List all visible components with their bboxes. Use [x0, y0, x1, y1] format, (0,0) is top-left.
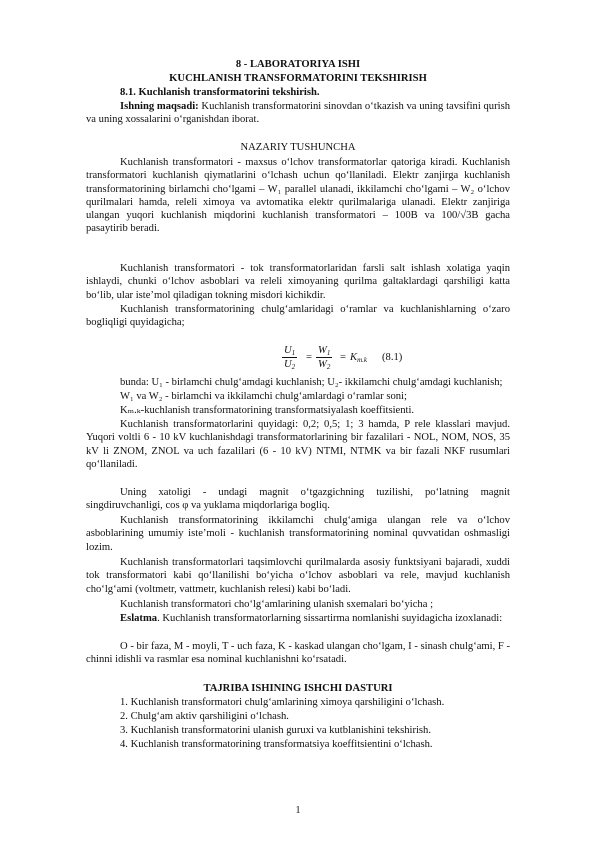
program-item-3: 3. Kuchlanish transformatorini ulanish guruxi va kutblanishini tekshirish.	[120, 725, 431, 736]
paragraph-6: Kuchlanish transformatorining ikkilamchi chulg‘amiga ulangan rele va o‘lchov asboblarining umumiy iste’moli - kuchlanish transformatorining nominal quvvatidan oshmasligi lozim.	[86, 515, 510, 553]
where-line-1: bunda: U₁ - birlamchi chulg‘amdagi kuchlanish; U₂- ikkilamchi chulg‘amdagi kuchlanish;	[120, 377, 503, 388]
paragraph-7: Kuchlanish transformatorlari taqsimlovchi qurilmalarda asosiy funktsiyani bajaradi, xuddi tok transformatori kabi qo‘llanilishi bo‘yicha o‘lchov asboblari va rele, mavjud kuchlanish cho‘lg‘ami (voltmetr, vattmetr, kuchlanish relesi) kabi bo‘ladi.	[86, 557, 510, 595]
page-number: 1	[295, 805, 301, 816]
coefficient-k: $K_{m.k}$	[350, 352, 367, 364]
formula-number: (8.1)	[382, 352, 403, 363]
program-item-1: 1. Kuchlanish transformatori chulg‘amlarining ximoya qarshiligini o‘lchash.	[120, 697, 445, 708]
paragraph-1: Kuchlanish transformatori - maxsus o‘lchov transformatorlar qatoriga kiradi. Kuchlanish transformatori kuchlanish qiymatlarini o‘lchash uchun qo‘llaniladi. Elektr zanjirga kuchlanish transformatorining birlamchi cho‘lgami – W₁ parallel ulanadi, ikkilamchi cho‘lgami – W₂ o‘lchov qurilmalari hamda, releli ximoya va avtomatika elektr qurilmalariga ulanadi. Elektr zanjiriga ulangan yuqori kuchlanish miqdorini kuchlanish transformatori – 100B va 100/√3B gacha pasaytirib beradi.	[86, 157, 510, 235]
goal-label: Ishning maqsadi:	[120, 101, 199, 112]
program-item-4: 4. Kuchlanish transformatorining transformatsiya koeffitsientini o‘lchash.	[120, 739, 433, 750]
main-title: KUCHLANISH TRANSFORMATORINI TEKSHIRISH	[169, 73, 427, 84]
paragraph-4: Kuchlanish transformatorlarini quyidagi: 0,2; 0,5; 1; 3 hamda, P rele klasslari mavjud. Yuqori voltli 6 - 10 kV kuchlanishdagi transformatorlarining bir fazalilari - NOL, NOM, NOS, 35 kV li ZNOM, ZNOL va uch fazalilari (6 - 10 kV) NTMI, NTMK va bir fazali NKF rusumlari qo‘llaniladi.	[86, 419, 510, 470]
equals-sign-2: =	[340, 352, 346, 363]
note-detail: O - bir faza, M - moyli, T - uch faza, K - kaskad ulangan cho‘lgam, I - sinash chulg‘ami, F - chinni idishli va rasmlar esa nominal kuchlanishni ko‘rsatadi.	[86, 641, 510, 666]
fraction-u: $\frac{U_1}{U_2}$	[284, 345, 296, 371]
theory-title: NAZARIY TUSHUNCHA	[240, 142, 356, 153]
where-line-3: Kₘ.ₖ-kuchlanish transformatorining transformatsiyalash koeffitsienti.	[120, 405, 415, 416]
paragraph-5: Uning xatoligi - undagi magnit o‘tgazgichning tuzilishi, po‘latning magnit singdiruvchanligi, cos φ va yuklama miqdorlariga bogliq.	[86, 487, 510, 512]
note-paragraph	[86, 612, 510, 625]
lab-title: 8 - LABORATORIYA ISHI	[235, 59, 361, 70]
program-item-2: 2. Chulg‘am aktiv qarshiligini o‘lchash.	[120, 711, 289, 722]
paragraph-8: Kuchlanish transformatori cho‘lg‘amlarining ulanish sxemalari bo‘yicha ;	[120, 599, 434, 610]
section-heading: 8.1. Kuchlanish transformatorini tekshirish.	[120, 87, 320, 98]
paragraph-2: Kuchlanish transformatori - tok transformatorlaridan farsli salt ishlash xolatiga yaqin ishlaydi, chunki o‘lchov asboblari va releli ximoyaning qurilma galtaklardagi qarshiligi katta bo‘lib, ular iste’mol qiladigan tokning misdori kichikdir.	[86, 263, 510, 301]
note-label: Eslatma	[120, 613, 158, 624]
formula-8-1	[262, 344, 462, 372]
equals-sign-1: =	[306, 352, 312, 363]
goal-text: Kuchlanish transformatorini sinovdan o‘tkazish va uning tavsifini qurish va uning xossalarini o‘rganishdan iborat.	[86, 101, 510, 126]
paragraph-3: Kuchlanish transformatorining chulg‘amlaridagi o‘ramlar va kuchlanishlarning o‘zaro bogliqligi quyidagicha;	[86, 304, 510, 329]
note-text: . Kuchlanish transformatorlarning sissartirma nomlanishi suyidagicha izoxlanadi:	[157, 613, 503, 624]
fraction-w: $\frac{W_1}{W_2}$	[318, 345, 331, 371]
program-title: TAJRIBA ISHINING ISHCHI DASTURI	[203, 683, 393, 694]
goal-paragraph	[86, 100, 510, 127]
where-line-2: W₁ va W₂ - birlamchi va ikkilamchi chulg‘amlardagi o‘ramlar soni;	[120, 391, 407, 402]
